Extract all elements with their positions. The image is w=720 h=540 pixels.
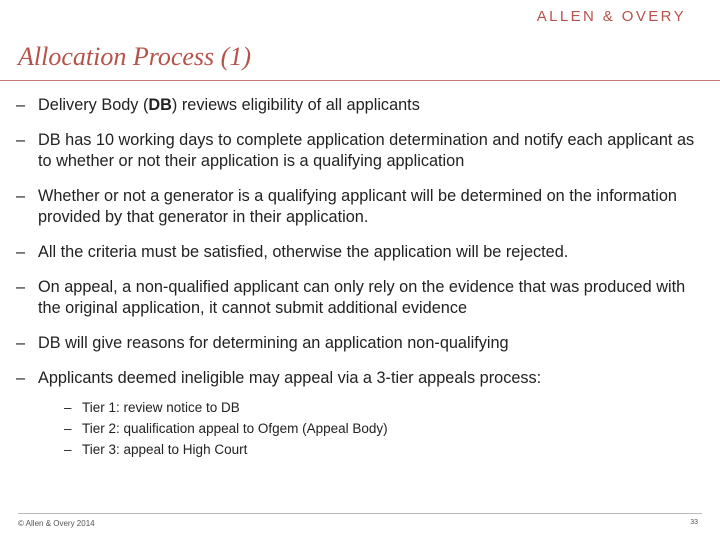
sub-bullet-list (38, 397, 706, 460)
bullet-text-bold: DB (148, 96, 172, 114)
bullet-item (16, 333, 706, 354)
bullet-text-prefix: Delivery Body ( (38, 96, 149, 114)
bullet-dash: – (16, 96, 26, 114)
bullet-item (16, 368, 706, 460)
title-divider (0, 80, 720, 81)
bullet-text: Whether or not a generator is a qualifying applicant will be determined on the information provided by that generator in their application. (38, 187, 677, 226)
bullet-item (16, 186, 706, 228)
sub-bullet-text: Tier 1: review notice to DB (82, 400, 240, 415)
sub-bullet-text: Tier 3: appeal to High Court (82, 442, 248, 457)
footer-divider (18, 513, 702, 514)
bullet-text: DB will give reasons for determining an application non-qualifying (38, 334, 509, 352)
sub-bullet-text: Tier 2: qualification appeal to Ofgem (Appeal Body) (82, 421, 388, 436)
bullet-item (16, 277, 706, 319)
bullet-dash: – (16, 278, 26, 296)
bullet-text: On appeal, a non-qualified applicant can only rely on the evidence that was produced with the original application, it cannot submit additional evidence (38, 278, 686, 317)
bullet-text-suffix: ) reviews eligibility of all applicants (171, 96, 420, 114)
copyright-notice: © Allen & Overy 2014 (18, 519, 95, 528)
slide-title: Allocation Process (1) (18, 42, 251, 71)
bullet-list (16, 95, 706, 474)
bullet-text: All the criteria must be satisfied, otherwise the application will be rejected. (38, 243, 569, 261)
bullet-dash: – (64, 400, 72, 415)
bullet-item (16, 95, 706, 116)
bullet-dash: – (64, 421, 72, 436)
bullet-dash: – (16, 187, 26, 205)
bullet-dash: – (16, 369, 26, 387)
bullet-item (16, 242, 706, 263)
brand-logo: ALLEN & OVERY (536, 8, 686, 25)
page-number: 33 (690, 519, 698, 526)
bullet-dash: – (16, 243, 26, 261)
bullet-dash: – (64, 442, 72, 457)
bullet-dash: – (16, 334, 26, 352)
sub-bullet-item (64, 439, 706, 460)
bullet-text: DB has 10 working days to complete application determination and notify each applicant as to whether or not their application is a qualifying application (38, 131, 695, 170)
bullet-dash: – (16, 131, 26, 149)
bullet-item (16, 130, 706, 172)
sub-bullet-item (64, 418, 706, 439)
bullet-text: Applicants deemed ineligible may appeal via a 3-tier appeals process: (38, 369, 542, 387)
sub-bullet-item (64, 397, 706, 418)
